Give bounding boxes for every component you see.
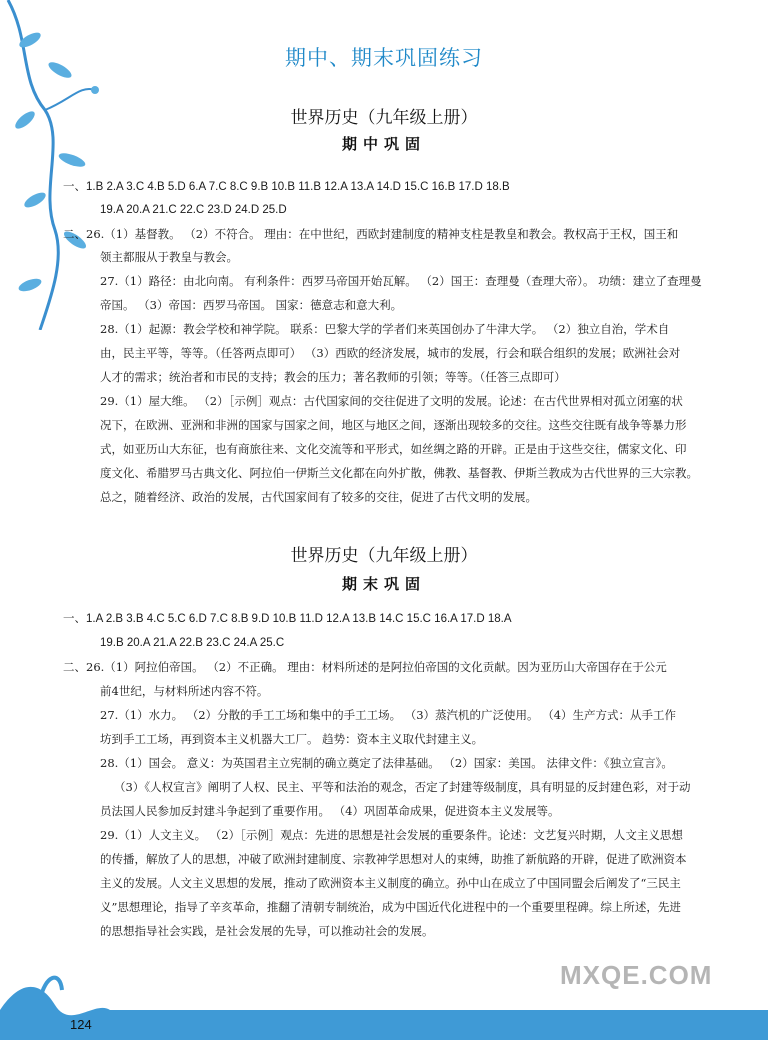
midterm-answer-line: 29.（1）屋大维。 （2）［示例］观点：古代国家间的交往促进了文明的发展。论述：在古代世界相对孤立闭塞的状 <box>100 394 683 408</box>
midterm-section-title: 世界历史（九年级上册） <box>290 108 478 128</box>
midterm-answer-line: 度文化、希腊罗马古典文化、阿拉伯一伊斯兰文化都在向外扩散，佛教、基督教、伊斯兰教成为古代世界的三大宗教。 <box>100 466 698 480</box>
final-answer-line: 29.（1）人文主义。 （2）［示例］观点：先进的思想是社会发展的重要条件。论述：文艺复兴时期，人文主义思想 <box>100 828 683 842</box>
final-section-title: 世界历史（九年级上册） <box>290 546 478 566</box>
midterm-mc-answers-line: 19.A 20.A 21.C 22.C 23.D 24.D 25.D <box>100 204 287 216</box>
final-answer-line: （3）《人权宣言》阐明了人权、民主、平等和法治的观念，否定了封建等级制度，具有明显的反封建色彩，对于动 <box>114 780 691 794</box>
midterm-answer-line: 总之，随着经济、政治的发展，古代国家间有了较多的交往，促进了古代文明的发展。 <box>100 490 537 504</box>
page-title: 期中、期末巩固练习 <box>285 46 483 70</box>
final-answer-line: 的思想指导社会实践，是社会发展的先导，可以推动社会的发展。 <box>100 924 434 938</box>
midterm-answer-line: 式，如亚历山大东征，也有商旅往来、文化交流等和平形式，如丝绸之路的开辟。正是由于这些交往，儒家文化、印 <box>100 442 687 456</box>
midterm-answer-line: 领主都服从于教皇与教会。 <box>100 250 238 264</box>
watermark-text: MXQE.COM <box>560 960 713 990</box>
midterm-answer-line: 28.（1）起源：教会学校和神学院。 联系：巴黎大学的学者们来英国创办了牛津大学。 （2）独立自治，学术自 <box>100 322 670 336</box>
final-mc-answers-line: 19.B 20.A 21.A 22.B 23.C 24.A 25.C <box>100 637 285 649</box>
midterm-answer-line: 人才的需求；统治者和市民的支持；教会的压力；著名教师的引领；等等。（任答三点即可） <box>100 370 566 384</box>
final-answer-line: 义”思想理论，指导了辛亥革命，推翻了清朝专制统治，成为中国近代化进程中的一个重要里程碑。综上所述，先进 <box>100 900 681 914</box>
midterm-answer-line: 二、26.（1）基督教。 （2）不符合。 理由：在中世纪，西欧封建制度的精神支柱是教皇和教会。教权高于王权，国王和 <box>63 227 679 241</box>
final-answer-line: 员法国人民参加反封建斗争起到了重要作用。 （4）巩固革命成果，促进资本主义发展等。 <box>100 804 560 818</box>
midterm-mc-answers-line: 一、1.B 2.A 3.C 4.B 5.D 6.A 7.C 8.C 9.B 10.B 11.B 12.A 13.A 14.D 15.C 16.B 17.D 18.B <box>63 181 510 193</box>
final-answer-line: 二、26.（1）阿拉伯帝国。 （2）不正确。 理由：材料所述的是阿拉伯帝国的文化贡献。因为亚历山大帝国存在于公元 <box>63 660 667 674</box>
final-answer-line: 27.（1）水力。 （2）分散的手工工场和集中的手工工场。 （3）蒸汽机的广泛使用。 （4）生产方式：从手工作 <box>100 708 677 722</box>
midterm-answer-line: 由，民主平等，等等。（任答两点即可） （3）西欧的经济发展，城市的发展，行会和联合组织的发展；欧洲社会对 <box>100 346 681 360</box>
final-answer-line: 坊到手工工场，再到资本主义机器大工厂。 趋势：资本主义取代封建主义。 <box>100 732 484 746</box>
midterm-answer-line: 况下，在欧洲、亚洲和非洲的国家与国家之间，地区与地区之间，逐渐出现较多的交往。这些交往既有战争等暴力形 <box>100 418 687 432</box>
final-answer-line: 的传播，解放了人的思想，冲破了欧洲封建制度、宗教神学思想对人的束缚，助推了新航路的开辟，促进了欧洲资本 <box>100 852 687 866</box>
midterm-answer-line: 27.（1）路径：由北向南。 有利条件：西罗马帝国开始瓦解。 （2）国王：查理曼（查理大帝）。 功绩：建立了查理曼 <box>100 274 702 288</box>
final-answer-line: 28.（1）国会。 意义：为英国君主立宪制的确立奠定了法律基础。 （2）国家：美国。 法律文件：《独立宣言》。 <box>100 756 673 770</box>
final-section-subtitle: 期末巩固 <box>341 575 426 593</box>
midterm-section-subtitle: 期中巩固 <box>341 135 426 153</box>
page-number: 124 <box>70 1017 92 1032</box>
final-answer-line: 前4世纪，与材料所述内容不符。 <box>100 684 269 698</box>
midterm-answer-line: 帝国。 （3）帝国：西罗马帝国。 国家：德意志和意大利。 <box>100 298 403 312</box>
final-mc-answers-line: 一、1.A 2.B 3.B 4.C 5.C 6.D 7.C 8.B 9.D 10.B 11.D 12.A 13.B 14.C 15.C 16.A 17.D 18.A <box>63 613 512 625</box>
final-answer-line: 主义的发展。人文主义思想的发展，推动了欧洲资本主义制度的确立。孙中山在成立了中国同盟会后阐发了“三民主 <box>100 876 681 890</box>
